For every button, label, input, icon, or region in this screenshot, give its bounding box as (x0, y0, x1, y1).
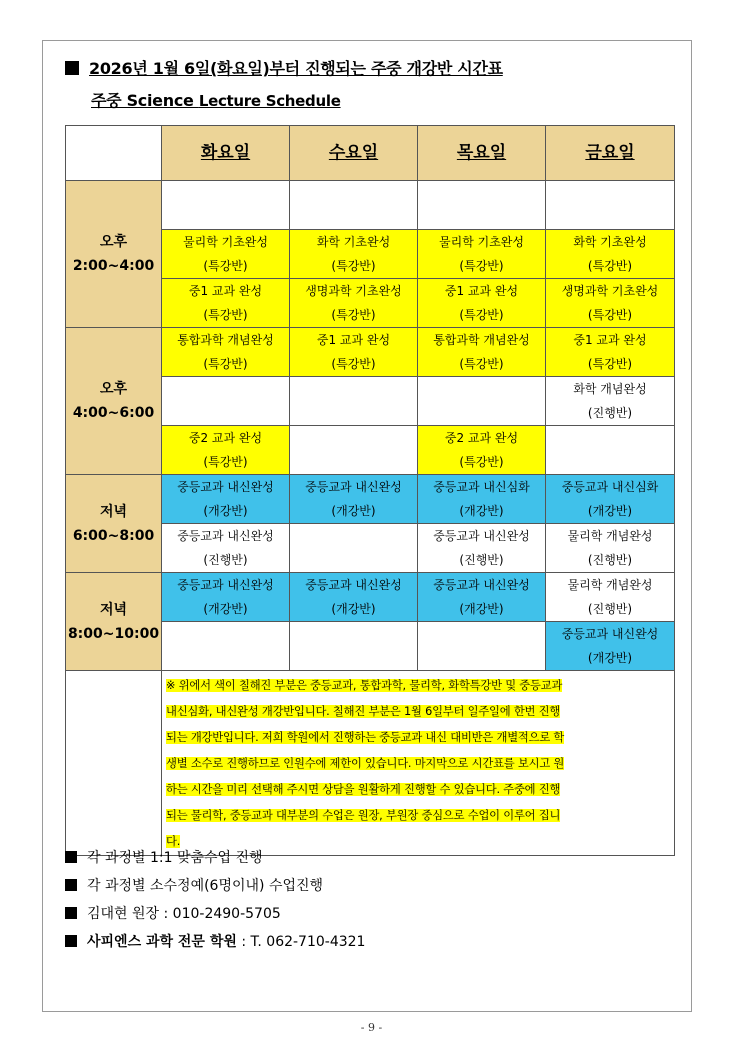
schedule-cell (290, 573, 418, 622)
course-type: (개강반) (331, 504, 376, 518)
course-name: 중등교과 내신완성 (305, 578, 402, 592)
course-type: (개강반) (203, 602, 248, 616)
course-name: 중등교과 내신완성 (305, 480, 402, 494)
schedule-cell (546, 181, 675, 230)
note-blank-cell (66, 671, 162, 856)
page-number: - 9 - (360, 1021, 383, 1034)
schedule-cell (290, 230, 418, 279)
bullet-item (65, 847, 263, 867)
time-slot-1 (66, 181, 162, 328)
schedule-cell (290, 426, 418, 475)
course-name: 중2 교과 완성 (444, 431, 519, 445)
course-name: 중등교과 내신완성 (177, 529, 274, 543)
schedule-cell (418, 475, 546, 524)
course-type: (특강반) (203, 259, 248, 273)
course-type: (특강반) (587, 357, 633, 371)
course-name: 중등교과 내신완성 (177, 480, 274, 494)
course-name: 물리학 기초완성 (183, 235, 268, 249)
table-row (66, 475, 675, 524)
schedule-cell (546, 622, 675, 671)
schedule-cell (418, 279, 546, 328)
time-slot-label: 오후 (99, 381, 128, 397)
time-slot-2 (66, 328, 162, 475)
schedule-cell (546, 279, 675, 328)
bullet-text: 각 과정별 1:1 맞춤수업 진행 (87, 850, 263, 866)
time-slot-label: 저녁 (99, 601, 128, 618)
note-cell (162, 671, 675, 856)
course-type: (개강반) (587, 651, 633, 665)
bullet-item (65, 875, 323, 895)
schedule-cell (418, 377, 546, 426)
course-name: 중1 교과 완성 (573, 333, 647, 347)
bullet-item (65, 903, 281, 923)
course-type: (개강반) (203, 504, 248, 518)
academy-name: 사피엔스 과학 전문 학원 (87, 934, 237, 950)
course-type: (특강반) (203, 357, 248, 371)
schedule-cell (162, 622, 290, 671)
course-name: 중1 교과 완성 (188, 284, 263, 298)
schedule-cell (162, 573, 290, 622)
black-square-icon (65, 851, 77, 863)
schedule-cell (418, 426, 546, 475)
course-type: (특강반) (459, 308, 504, 322)
time-slot-range: 2:00~4:00 (72, 258, 155, 274)
course-type: (진행반) (587, 553, 633, 567)
time-slot-range: 6:00~8:00 (72, 527, 155, 544)
course-name: 통합과학 개념완성 (177, 333, 274, 347)
schedule-cell (162, 181, 290, 230)
table-row (66, 573, 675, 622)
course-type: (개강반) (459, 504, 504, 518)
day-header-wed: 수요일 (290, 126, 418, 181)
time-slot-label: 저녁 (99, 503, 128, 520)
day-header-thu: 목요일 (418, 126, 546, 181)
schedule-cell (290, 524, 418, 573)
schedule-cell (546, 475, 675, 524)
schedule-cell (418, 573, 546, 622)
schedule-cell (290, 622, 418, 671)
schedule-cell (546, 230, 675, 279)
schedule-cell (162, 524, 290, 573)
table-row (66, 328, 675, 377)
schedule-cell (162, 279, 290, 328)
course-type: (진행반) (203, 553, 248, 567)
table-row (66, 181, 675, 230)
schedule-cell (290, 475, 418, 524)
course-name: 물리학 개념완성 (567, 578, 653, 592)
schedule-cell (162, 475, 290, 524)
course-type: (특강반) (203, 308, 248, 322)
course-name: 중1 교과 완성 (444, 284, 519, 298)
time-slot-range: 4:00~6:00 (72, 405, 155, 421)
schedule-title (65, 56, 503, 79)
schedule-cell (290, 377, 418, 426)
schedule-subtitle (91, 88, 341, 111)
schedule-cell (418, 622, 546, 671)
course-type: (진행반) (459, 553, 504, 567)
time-slot-range: 8:00~10:00 (67, 625, 160, 642)
course-type: (개강반) (331, 602, 376, 616)
schedule-cell (546, 524, 675, 573)
course-name: 중2 교과 완성 (188, 431, 263, 445)
course-type: (특강반) (459, 259, 504, 273)
course-type: (특강반) (587, 259, 633, 273)
bullet-text: 각 과정별 소수정예(6명이내) 수업진행 (87, 878, 324, 894)
black-square-icon (65, 61, 79, 75)
course-type: (진행반) (587, 602, 633, 616)
schedule-cell (546, 377, 675, 426)
black-square-icon (65, 907, 77, 919)
note-line: 되는 물리학, 중등교과 대부분의 수업은 원장, 부원장 중심으로 수업이 이루어 집니 (166, 809, 561, 822)
course-type: (특강반) (331, 308, 376, 322)
course-name: 생명과학 기초완성 (561, 284, 659, 298)
schedule-cell (290, 181, 418, 230)
schedule-table (65, 125, 675, 856)
schedule-cell (290, 328, 418, 377)
schedule-cell (418, 230, 546, 279)
course-type: (진행반) (587, 406, 633, 420)
time-slot-4 (66, 573, 162, 671)
course-name: 화학 기초완성 (316, 235, 391, 249)
note-line: 하는 시간을 미리 선택해 주시면 상담을 원활하게 진행할 수 있습니다. 주중에 진행 (166, 783, 561, 796)
black-square-icon (65, 935, 77, 947)
course-name: 중등교과 내신완성 (433, 578, 530, 592)
course-name: 중등교과 내신심화 (433, 480, 530, 494)
schedule-cell (162, 328, 290, 377)
corner-cell (66, 126, 162, 181)
schedule-cell (418, 524, 546, 573)
subtitle-main: 주중 Science (91, 91, 199, 110)
course-name: 통합과학 개념완성 (433, 333, 530, 347)
subtitle-english: Lecture Schedule (198, 92, 341, 110)
day-header-fri: 금요일 (546, 126, 675, 181)
schedule-cell (162, 377, 290, 426)
note-row (66, 671, 675, 856)
schedule-cell (546, 328, 675, 377)
black-square-icon (65, 879, 77, 891)
schedule-cell (546, 573, 675, 622)
note-line: 다. (166, 835, 181, 848)
course-type: (개강반) (459, 602, 504, 616)
course-type: (특강반) (203, 455, 248, 469)
course-name: 중등교과 내신완성 (433, 529, 530, 543)
academy-phone: : T. 062-710-4321 (236, 934, 366, 950)
time-slot-label: 오후 (99, 234, 128, 250)
course-type: (개강반) (587, 504, 633, 518)
note-line: 되는 개강반입니다. 저희 학원에서 진행하는 중등교과 내신 대비반은 개별적으로 학 (166, 731, 565, 744)
bullet-text: 김대현 원장 : 010-2490-5705 (87, 906, 281, 922)
course-name: 화학 개념완성 (573, 382, 647, 396)
schedule-cell (162, 230, 290, 279)
course-name: 중등교과 내신완성 (561, 627, 659, 641)
schedule-cell (162, 426, 290, 475)
course-name: 물리학 기초완성 (439, 235, 524, 249)
note-line: ※ 위에서 색이 칠해진 부분은 중등교과, 통합과학, 물리학, 화학특강반 및 중등교과 (166, 679, 563, 692)
course-name: 중등교과 내신심화 (561, 480, 659, 494)
day-header-tue: 화요일 (162, 126, 290, 181)
course-type: (특강반) (331, 259, 376, 273)
course-type: (특강반) (459, 357, 504, 371)
schedule-cell (290, 279, 418, 328)
course-type: (특강반) (331, 357, 376, 371)
schedule-title-text: 2026년 1월 6일(화요일)부터 진행되는 주중 개강반 시간표 (89, 59, 503, 78)
schedule-cell (546, 426, 675, 475)
schedule-cell (418, 328, 546, 377)
note-line: 내신심화, 내신완성 개강반입니다. 칠해진 부분은 1월 6일부터 일주일에 한번 진행 (166, 705, 561, 718)
bullet-item (65, 931, 365, 951)
day-header-row (66, 126, 675, 181)
course-name: 물리학 개념완성 (567, 529, 653, 543)
course-type: (특강반) (459, 455, 504, 469)
course-type: (특강반) (587, 308, 633, 322)
course-name: 중등교과 내신완성 (177, 578, 274, 592)
course-name: 생명과학 기초완성 (305, 284, 402, 298)
course-name: 화학 기초완성 (573, 235, 647, 249)
note-line: 생별 소수로 진행하므로 인원수에 제한이 있습니다. 마지막으로 시간표를 보시고 원 (166, 757, 565, 770)
time-slot-3 (66, 475, 162, 573)
schedule-cell (418, 181, 546, 230)
course-name: 중1 교과 완성 (316, 333, 391, 347)
